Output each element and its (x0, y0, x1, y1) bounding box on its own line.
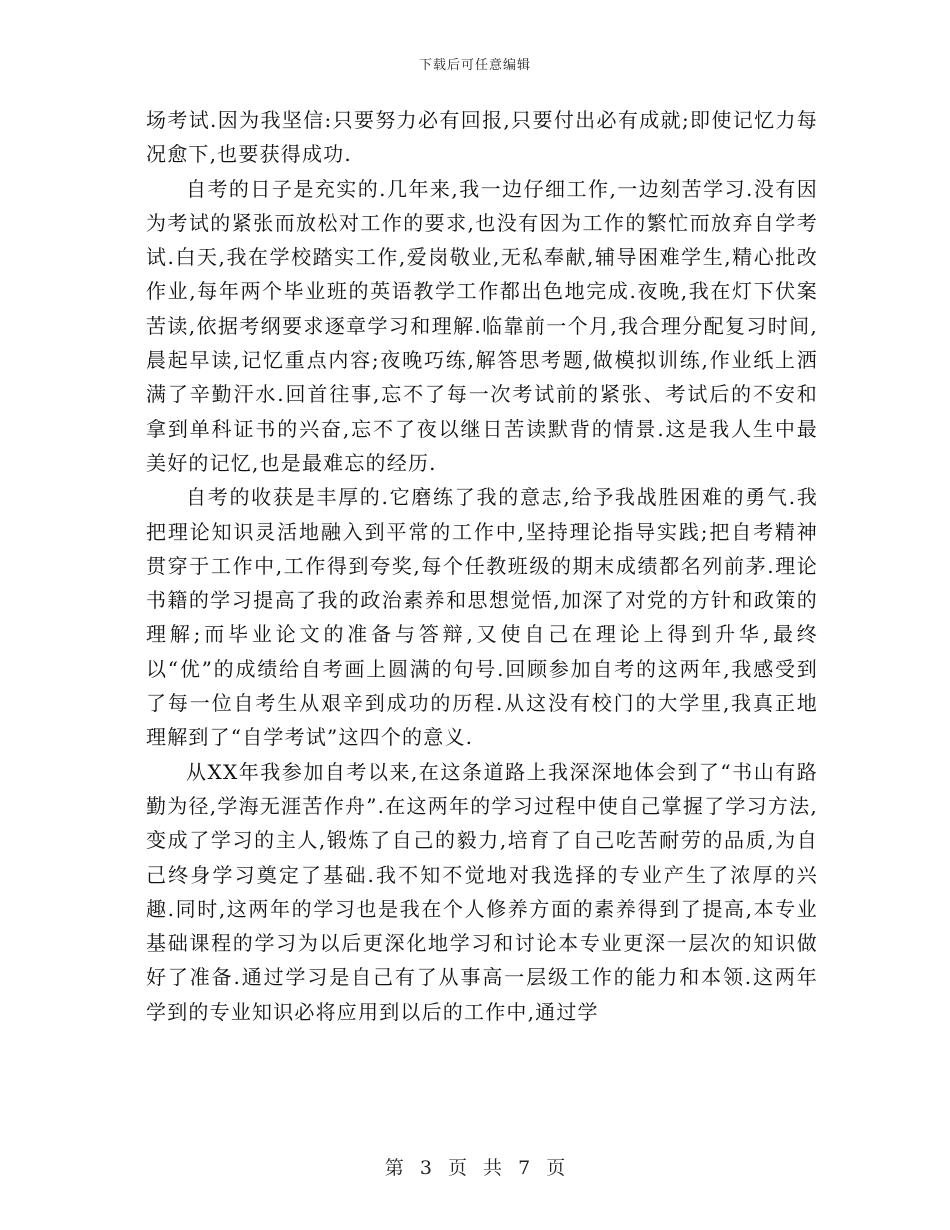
paragraph-since-xx-year: 从XX年我参加自考以来,在这条道路上我深深地体会到了“书山有路勤为径,学海无涯苦作舟”.在这两年的学习过程中使自己掌握了学习方法,变成了学习的主人,锻炼了自己的毅力,培育了自己吃苦耐劳的品质,为自己终身学习奠定了基础.我不知不觉地对我选择的专业产生了浓厚的兴趣.同时,这两年的学习也是我在个人修养方面的素养得到了提高,本专业基础课程的学习为以后更深化地学习和讨论本专业更深一层次的知识做好了准备.通过学习是自己有了从事高一层级工作的能力和本领.这两年学到的专业知识必将应用到以后的工作中,通过学 (146, 759, 818, 1024)
page-footer (0, 1153, 950, 1180)
footer-suffix: 页 (546, 1157, 566, 1179)
document-body (146, 103, 818, 1029)
footer-prefix: 第 (384, 1157, 404, 1179)
paragraph-continuation: 场考试.因为我坚信:只要努力必有回报,只要付出必有成就;即使记忆力每况愈下,也要获得成功. (146, 108, 818, 167)
paragraph-self-study-gains: 自考的收获是丰厚的.它磨练了我的意志,给予我战胜困难的勇气.我把理论知识灵活地融入到平常的工作中,坚持理论指导实践;把自考精神贯穿于工作中,工作得到夸奖,每个任教班级的期末成绩都名列前茅.理论书籍的学习提高了我的政治素养和思想觉悟,加深了对党的方针和政策的理解;而毕业论文的准备与答辩,又使自己在理论上得到升华,最终以“优”的成绩给自考画上圆满的句号.回顾参加自考的这两年,我感受到了每一位自考生从艰辛到成功的历程.从这没有校门的大学里,我真正地理解到了“自学考试”这四个的意义. (146, 485, 818, 750)
total-page-number: 7 (518, 1157, 531, 1179)
page-header: 下载后可任意编辑 (418, 58, 531, 73)
footer-total-word: 共 (483, 1157, 503, 1179)
footer-page-word: 页 (447, 1157, 467, 1179)
paragraph-self-study-days: 自考的日子是充实的.几年来,我一边仔细工作,一边刻苦学习.没有因为考试的紧张而放松对工作的要求,也没有因为工作的繁忙而放弃自学考试.白天,我在学校踏实工作,爱岗敬业,无私奉献,辅导困难学生,精心批改作业,每年两个毕业班的英语教学工作都出色地完成.夜晚,我在灯下伏案苦读,依据考纲要求逐章学习和理解.临靠前一个月,我合理分配复习时间,晨起早读,记忆重点内容;夜晚巧练,解答思考题,做模拟训练,作业纸上洒满了辛勤汗水.回首往事,忘不了每一次考试前的紧张、考试后的不安和拿到单科证书的兴奋,忘不了夜以继日苦读默背的情景.这是我人生中最美好的记忆,也是最难忘的经历. (146, 176, 818, 475)
current-page-number: 3 (419, 1157, 432, 1179)
